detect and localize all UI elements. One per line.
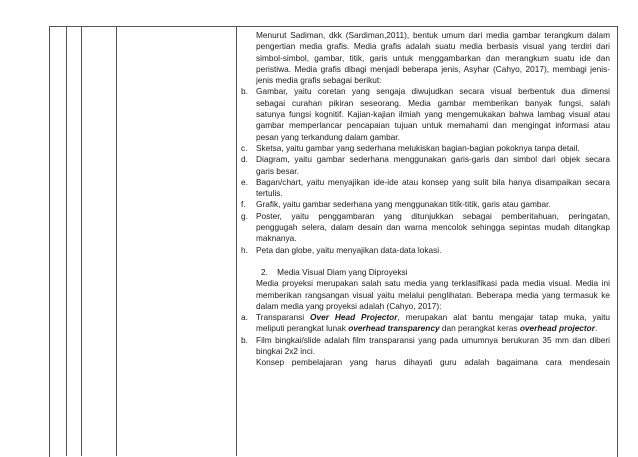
- text-line: Sketsa, yaitu gambar yang sederhana melukiskan bagian-bagian pokoknya tanpa detail.: [256, 142, 580, 153]
- list-marker: h.: [241, 244, 248, 255]
- table-column-divider: [236, 26, 237, 456]
- text-line: tertulis.: [256, 188, 283, 199]
- table-cell-content: [241, 30, 610, 369]
- text-line: Diagram, yaitu gambar sederhana menggunakan garis-garis dan simbol dari objek secara: [256, 154, 610, 165]
- text-run: , merupakan alat bantu mengajar tatap muka, yaitu: [397, 312, 610, 323]
- text-line: Grafik, yaitu gambar sederhana yang menggunakan titik-titik, garis atau gambar.: [256, 199, 551, 210]
- list-marker: f.: [241, 199, 246, 210]
- section-number: 2.: [261, 266, 268, 277]
- text-line: dalam media yang proyeksi adalah (Cahyo, 2017):: [256, 300, 442, 311]
- list-marker: c.: [241, 142, 248, 153]
- text-line: garis besar.: [256, 165, 299, 176]
- list-marker: a.: [241, 312, 248, 323]
- text-line: Film bingkai/slide adalah film transparansi yang pada umumnya berukuran 35 mm dan diberi: [256, 334, 610, 345]
- text-line: pengertian media grafis. Media grafis adalah suatu media berbasis visual yang terdiri dari: [256, 41, 610, 52]
- table-column-divider: [116, 26, 117, 456]
- section-title: Media Visual Diam yang Diproyeksi: [277, 266, 408, 277]
- list-marker: d.: [241, 154, 248, 165]
- table-column-divider: [81, 26, 82, 456]
- emphasis-text: overhead projector: [519, 323, 595, 334]
- text-run: Transparansi: [256, 312, 311, 323]
- text-run: .: [594, 323, 598, 334]
- list-marker: e.: [241, 176, 248, 187]
- emphasis-text: overhead transparency: [348, 323, 440, 334]
- text-line: simbol-simbol, gambar, titik, garis untuk menggambarkan dan merangkum suatu ide dan: [256, 52, 610, 63]
- text-line: gambar memperlancar pencapaian tujuan untuk memahami dan mengingat informasi atau: [256, 120, 610, 131]
- list-item: [241, 154, 610, 177]
- emphasis-text: Over Head Projector: [310, 312, 398, 323]
- list-item: [241, 142, 610, 154]
- list-item: [241, 312, 610, 335]
- closing-text-line: Konsep pembelajaran yang harus dihayati guru adalah bagaimana cara mendesain: [256, 357, 610, 368]
- list-item: [241, 86, 610, 142]
- text-line: bingkai 2x2 inci.: [256, 346, 316, 357]
- intro-paragraph: [256, 30, 610, 86]
- text-line: Gambar, yaitu coretan yang sengaja diwujudkan secara visual berbentuk dua dimensi: [256, 86, 610, 97]
- text-line: Bagan/chart, yaitu menyajikan ide-ide atau konsep yang sulit bila hanya disampaikan secara: [256, 176, 610, 187]
- paragraph-spacer: [256, 256, 610, 267]
- text-line: memberikan rangsangan visual yaitu melalui penglihatan. Beberapa media yang termasuk ke: [256, 289, 610, 300]
- list-item: [241, 210, 610, 245]
- list-marker: g.: [241, 210, 248, 221]
- text-run: dan perangkat keras: [439, 323, 520, 334]
- text-line: peristiwa. Media grafis dibagi menjadi beberapa jenis, Asyhar (Cahyo, 2017), membagi jenis-: [256, 63, 610, 74]
- table-column-divider: [66, 26, 67, 456]
- list-item: [241, 176, 610, 200]
- text-line: [256, 323, 610, 334]
- text-line: sebagai curahan pikiran seseorang. Media gambar memberikan banyak fungsi, salah: [256, 97, 610, 108]
- text-line: penggugah selera, dalam desain dan warna mencolok sehingga sepintas mudah ditangkap: [256, 222, 610, 233]
- list-item: [241, 334, 610, 358]
- text-line: Media proyeksi merupakan salah satu media yang terklasifikasi pada media visual. Media ini: [256, 278, 610, 289]
- text-line: Poster, yaitu penggambaran yang ditunjukkan sebagai pemberitahuan, peringatan,: [256, 210, 610, 221]
- list-marker: b.: [241, 86, 248, 97]
- list-item: [241, 244, 610, 256]
- text-line: Menurut Sadiman, dkk (Sardiman,2011), bentuk umum dari media gambar terangkum dalam: [256, 30, 610, 40]
- text-line: Peta dan globe, yaitu menyajikan data-data lokasi.: [256, 244, 442, 255]
- section-paragraph: [256, 278, 610, 312]
- text-line: satunya fungsi kognitif. Kajian-kajian ilmiah yang mengemukakan bahwa lambag visual atau: [256, 109, 610, 120]
- text-run: meliputi perangkat lunak: [256, 323, 349, 334]
- text-line: jenis media grafis sebagai berikut:: [256, 75, 382, 86]
- section-heading: [256, 267, 610, 278]
- text-line: maknanya.: [256, 233, 297, 244]
- list-marker: b.: [241, 334, 248, 345]
- list-item: [241, 199, 610, 210]
- text-line: [256, 312, 610, 323]
- text-line: pesan yang terkandung dalam gambar.: [256, 131, 400, 142]
